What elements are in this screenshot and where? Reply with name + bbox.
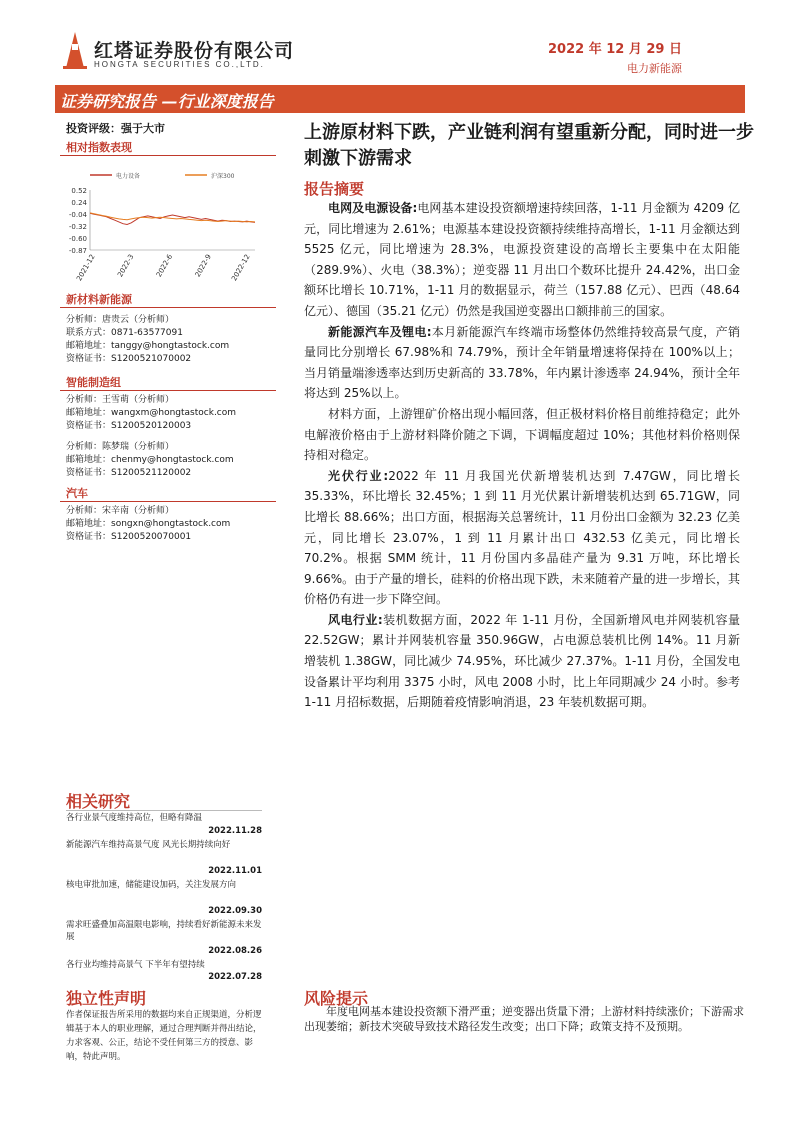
section-title-auto: 汽车 (66, 487, 88, 500)
legend-label: 沪深300 (211, 173, 235, 180)
paragraph-text: 本月新能源汽车终端市场整体仍然维持较高景气度，产销量同比分别增长 67.98%和 74.79%，预计全年销量增速将保持在 100%以上；当月销量端渗透率达到历史新高的 33.78%，年内累计渗透率 24.94%，预计全年将达到 25%以上。 (304, 324, 740, 401)
y-tick-label: 0.24 (71, 199, 87, 207)
company-logo (60, 30, 295, 74)
company-name-cn: 红塔证券股份有限公司 (94, 40, 295, 62)
y-tick-label: -0.04 (68, 211, 87, 219)
index-section-header (60, 138, 276, 156)
analyst-block (66, 441, 234, 480)
analyst-contact: 联系方式：0871-63577091 (66, 328, 183, 338)
analyst-cert: 资格证书：S1200520070001 (66, 532, 192, 542)
paragraph-text: 电网基本建设投资额增速持续回落，1-11 月金额为 4209 亿元，同比增速为 2.61%；电源基本建设投资额持续维持高增长，1-11 月金额达到 5525 亿元，同比增速为 28.3%，电源投资建设的高增长主要集中在太阳能（289.9%）、火电（38.3%）；逆变器 11 月出口个数环比提升 24.42%，出口金额环比增长 10.71%，1-11 月的数据显示，荷兰（157.88 亿元）、巴西（48.64 亿元）、德国（35.21 亿元）仍然是我国逆变器出口额排前三的国家。 (304, 201, 740, 318)
analyst-block (66, 314, 229, 366)
paragraph-lead: 新能源汽车及锂电: (328, 324, 432, 339)
x-tick-label: 2021-12 (75, 253, 97, 283)
paragraph-lead: 光伏行业: (328, 468, 389, 483)
analyst-block (66, 394, 236, 433)
related-item[interactable]: 新能源汽车维持高景气度 风光长期持续向好 (66, 840, 231, 850)
x-tick-label: 2022-9 (193, 253, 213, 279)
analyst-cert: 资格证书：S1200521120002 (66, 468, 192, 478)
analyst-email[interactable]: 邮箱地址：wangxm@hongtastock.com (66, 408, 237, 418)
company-name-en: HONGTA SECURITIES CO.,LTD. (94, 60, 265, 69)
y-tick-label: -0.60 (68, 235, 87, 243)
paragraph-wind (304, 610, 740, 713)
y-tick-label: -0.32 (68, 223, 87, 231)
independence-title: 独立性声明 (66, 989, 147, 1008)
analyst-email[interactable]: 邮箱地址：songxn@hongtastock.com (66, 519, 231, 529)
legend-label: 电力设备 (116, 173, 141, 180)
analyst-name: 分析师：宋辛南（分析师） (66, 506, 175, 516)
analyst-cert: 资格证书：S1200520120003 (66, 421, 192, 431)
x-tick-label: 2022-3 (116, 253, 136, 279)
report-date: 2022 年 12 月 29 日 (548, 42, 682, 57)
paragraph-lead: 风电行业: (328, 612, 383, 627)
section-header-manufacturing (60, 373, 276, 391)
related-item[interactable]: 各行业均维持高景气 下半年有望持续 (66, 960, 205, 970)
paragraph-grid (304, 198, 740, 322)
analyst-email[interactable]: 邮箱地址：chenmy@hongtastock.com (66, 455, 234, 465)
section-title-manufacturing: 智能制造组 (66, 376, 121, 389)
related-date: 2022.11.28 (208, 826, 262, 836)
section-header-auto (60, 484, 276, 502)
banner-text: 证券研究报告 —行业深度报告 (60, 92, 274, 111)
related-date: 2022.09.30 (208, 906, 262, 916)
investment-rating: 投资评级：强于大市 (66, 122, 165, 135)
related-item[interactable]: 需求旺盛叠加高温限电影响，持续看好新能源未来发展 (66, 920, 262, 942)
analyst-email[interactable]: 邮箱地址：tanggy@hongtastock.com (66, 341, 230, 351)
analyst-block (66, 505, 230, 544)
report-sector: 电力新能源 (627, 62, 682, 75)
related-research-title: 相关研究 (66, 792, 131, 811)
section-title-materials: 新材料新能源 (66, 293, 132, 306)
x-tick-label: 2022-6 (154, 253, 175, 279)
y-tick-label: 0.52 (71, 187, 87, 195)
relative-index-chart (60, 165, 270, 290)
summary-body (304, 198, 740, 713)
y-tick-label: -0.87 (68, 247, 87, 255)
analyst-name: 分析师：陈梦瑞（分析师） (66, 442, 175, 452)
risk-text: 年度电网基本建设投资额下滑严重；逆变器出货量下滑；上游材料持续涨价；下游需求出现萎缩；新技术突破导致技术路径发生改变；出口下降；政策支持不及预期。 (304, 1005, 744, 1033)
paragraph-materials (304, 404, 740, 466)
tower-logo-icon (60, 30, 90, 70)
independence-text: 作者保证报告所采用的数据均来自正规渠道，分析逻辑基于本人的职业理解，通过合理判断并得出结论，力求客观、公正，结论不受任何第三方的授意、影响，特此声明。 (66, 1010, 262, 1062)
analyst-name: 分析师：王雪萌（分析师） (66, 395, 175, 405)
index-section-title: 相对指数表现 (66, 141, 132, 154)
paragraph-pv (304, 466, 740, 610)
risk-title: 风险提示 (304, 989, 369, 1008)
paragraph-lead: 电网及电源设备: (328, 201, 418, 215)
divider (66, 810, 262, 811)
paragraph-ev (304, 322, 740, 404)
x-tick-label: 2022-12 (230, 253, 252, 283)
paragraph-text: 装机数据方面，2022 年 1-11 月份，全国新增风电并网装机容量 22.52GW；累计并网装机容量 350.96GW，占电源总装机比例 14%。11 月新增装机 1.38GW，同比减少 74.95%，环比减少 27.37%。1-11 月份，全国发电设备累计平均利用 3375 小时，风电 2008 小时，比上年同期减少 24 小时。参考 1-11 月招标数据，后期随着疫情影响消退，23 年装机数据可期。 (304, 612, 740, 710)
section-header-materials (60, 290, 276, 308)
analyst-name: 分析师：唐贵云（分析师） (66, 315, 175, 325)
related-item[interactable]: 核电审批加速，储能建设加码，关注发展方向 (66, 880, 237, 890)
related-date: 2022.08.26 (208, 946, 262, 956)
paragraph-text: 材料方面，上游锂矿价格出现小幅回落，但正极材料价格目前维持稳定；此外电解液价格由于上游材料降价随之下调，下调幅度超过 10%；其他材料价格则保持相对稳定。 (304, 406, 740, 463)
paragraph-text: 2022 年 11 月我国光伏新增装机达到 7.47GW，同比增长 35.33%，环比增长 32.45%；1 到 11 月光伏累计新增装机达到 65.71GW，同比增长 88.66%；出口方面，根据海关总署统计，11 月份出口金额为 32.23 亿美元，同比增长 23.07%，1 到 11 月累计出口 432.53 亿美元，同比增长 70.2%。根据 SMM 统计，11 月份国内多晶硅产量为 9.31 万吨，环比增长 9.66%。由于产量的增长，硅料的价格出现下跌，未来随着产量的进一步增长，其价格仍有进一步下降空间。 (304, 468, 740, 607)
related-date: 2022.11.01 (208, 866, 262, 876)
summary-title: 报告摘要 (304, 180, 365, 198)
analyst-cert: 资格证书：S1200521070002 (66, 354, 192, 364)
related-item[interactable]: 各行业景气度维持高位，但略有降温 (66, 813, 203, 823)
related-date: 2022.07.28 (208, 972, 262, 982)
report-type-banner (55, 85, 745, 113)
report-title: 上游原材料下跌，产业链利润有望重新分配，同时进一步刺激下游需求 (304, 122, 754, 169)
